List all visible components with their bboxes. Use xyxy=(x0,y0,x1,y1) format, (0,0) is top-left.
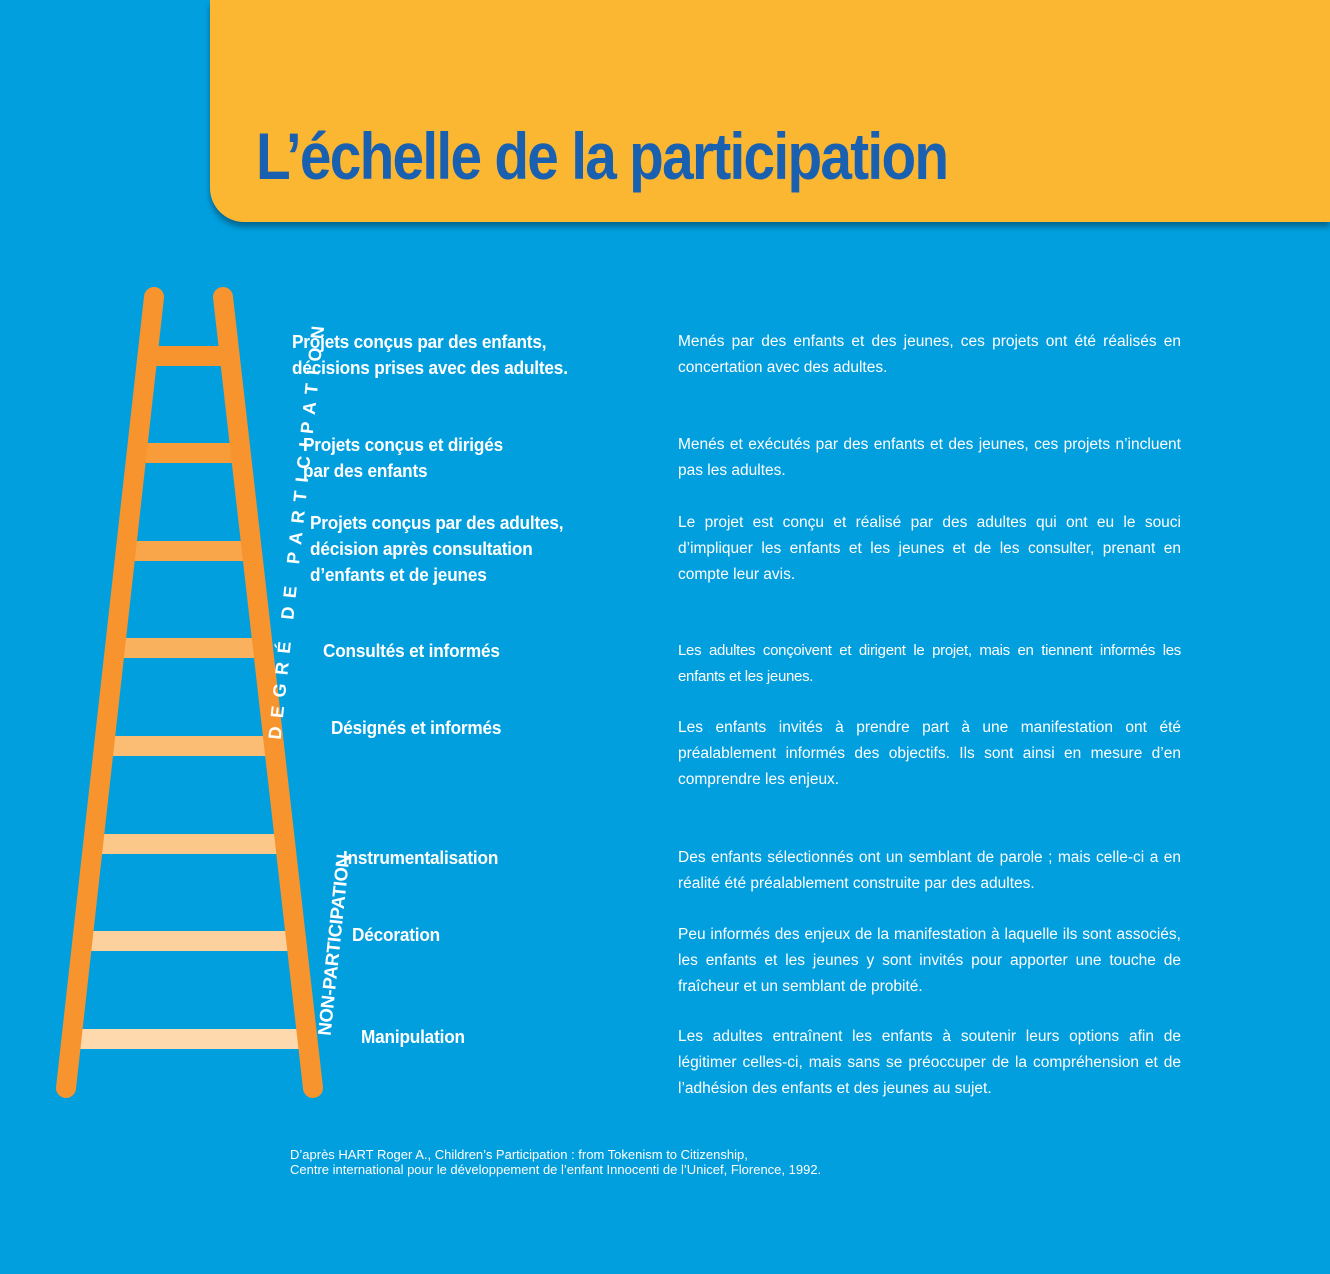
level-description: Des enfants sélectionnés ont un semblant de parole ; mais celle-ci a en réalité été préalablement construite par des adultes. xyxy=(678,849,1181,892)
source-line-1: D’après HART Roger A., Children’s Participation : from Tokenism to Citizenship, xyxy=(290,1147,748,1162)
level-description: Les enfants invités à prendre part à une manifestation ont été préalablement informés des objectifs. Ils sont ainsi en mesure d’en comprendre les enjeux. xyxy=(678,719,1181,788)
source-citation xyxy=(290,1147,821,1177)
ladder-rung xyxy=(147,346,229,366)
participation-axis-label: DEGRÉ DE PARTICIPATION xyxy=(264,316,329,741)
level-label: Désignés et informés xyxy=(331,717,502,738)
ladder-rung xyxy=(93,834,285,854)
ladder-rung xyxy=(104,736,274,756)
source-line-2: Centre international pour le développement de l’enfant Innocenti de l’Unicef, Florence, 1992. xyxy=(290,1162,822,1177)
header-banner xyxy=(210,0,1330,222)
level-label: Instrumentalisation xyxy=(343,847,499,868)
level-description: Le projet est conçu et réalisé par des adultes qui ont eu le souci d’impliquer les enfants et les jeunes et de les consulter, prenant en compte leur avis. xyxy=(678,514,1181,583)
level-label: Projets conçus et dirigés par des enfants xyxy=(303,434,503,481)
ladder-rung xyxy=(115,638,263,658)
level-description: Menés par des enfants et des jeunes, ces projets ont été réalisés en concertation avec des adultes. xyxy=(678,333,1181,376)
level-description: Les adultes conçoivent et dirigent le projet, mais en tiennent informés les enfants et les jeunes. xyxy=(678,642,1181,685)
level-label: Consultés et informés xyxy=(323,640,500,661)
ladder-rung xyxy=(126,541,252,561)
page-title: L’échelle de la participation xyxy=(256,119,948,193)
level-description: Les adultes entraînent les enfants à soutenir leurs options afin de légitimer celles-ci, mais sans se préoccuper de la compréhension et de l’adhésion des enfants et des jeunes au sujet. xyxy=(678,1028,1181,1097)
level-label: Projets conçus par des enfants, décisions prises avec des adultes. xyxy=(292,331,568,378)
level-description: Peu informés des enjeux de la manifestation à laquelle ils sont associés, les enfants et les jeunes y sont invités pour apporter une touche de fraîcheur et un semblant de probité. xyxy=(678,926,1181,995)
ladder-rung xyxy=(71,1029,307,1049)
level-label: Projets conçus par des adultes, décision après consultation d’enfants et de jeunes xyxy=(310,512,564,585)
non-participation-axis-label: NON-PARTICIPATION xyxy=(313,853,354,1037)
ladder-rung xyxy=(137,443,241,463)
ladder-rung xyxy=(82,931,296,951)
level-label: Décoration xyxy=(352,924,441,945)
level-description: Menés et exécutés par des enfants et des jeunes, ces projets n’incluent pas les adultes. xyxy=(678,436,1181,479)
level-label: Manipulation xyxy=(361,1026,465,1047)
ladder-left-rail xyxy=(66,297,154,1088)
